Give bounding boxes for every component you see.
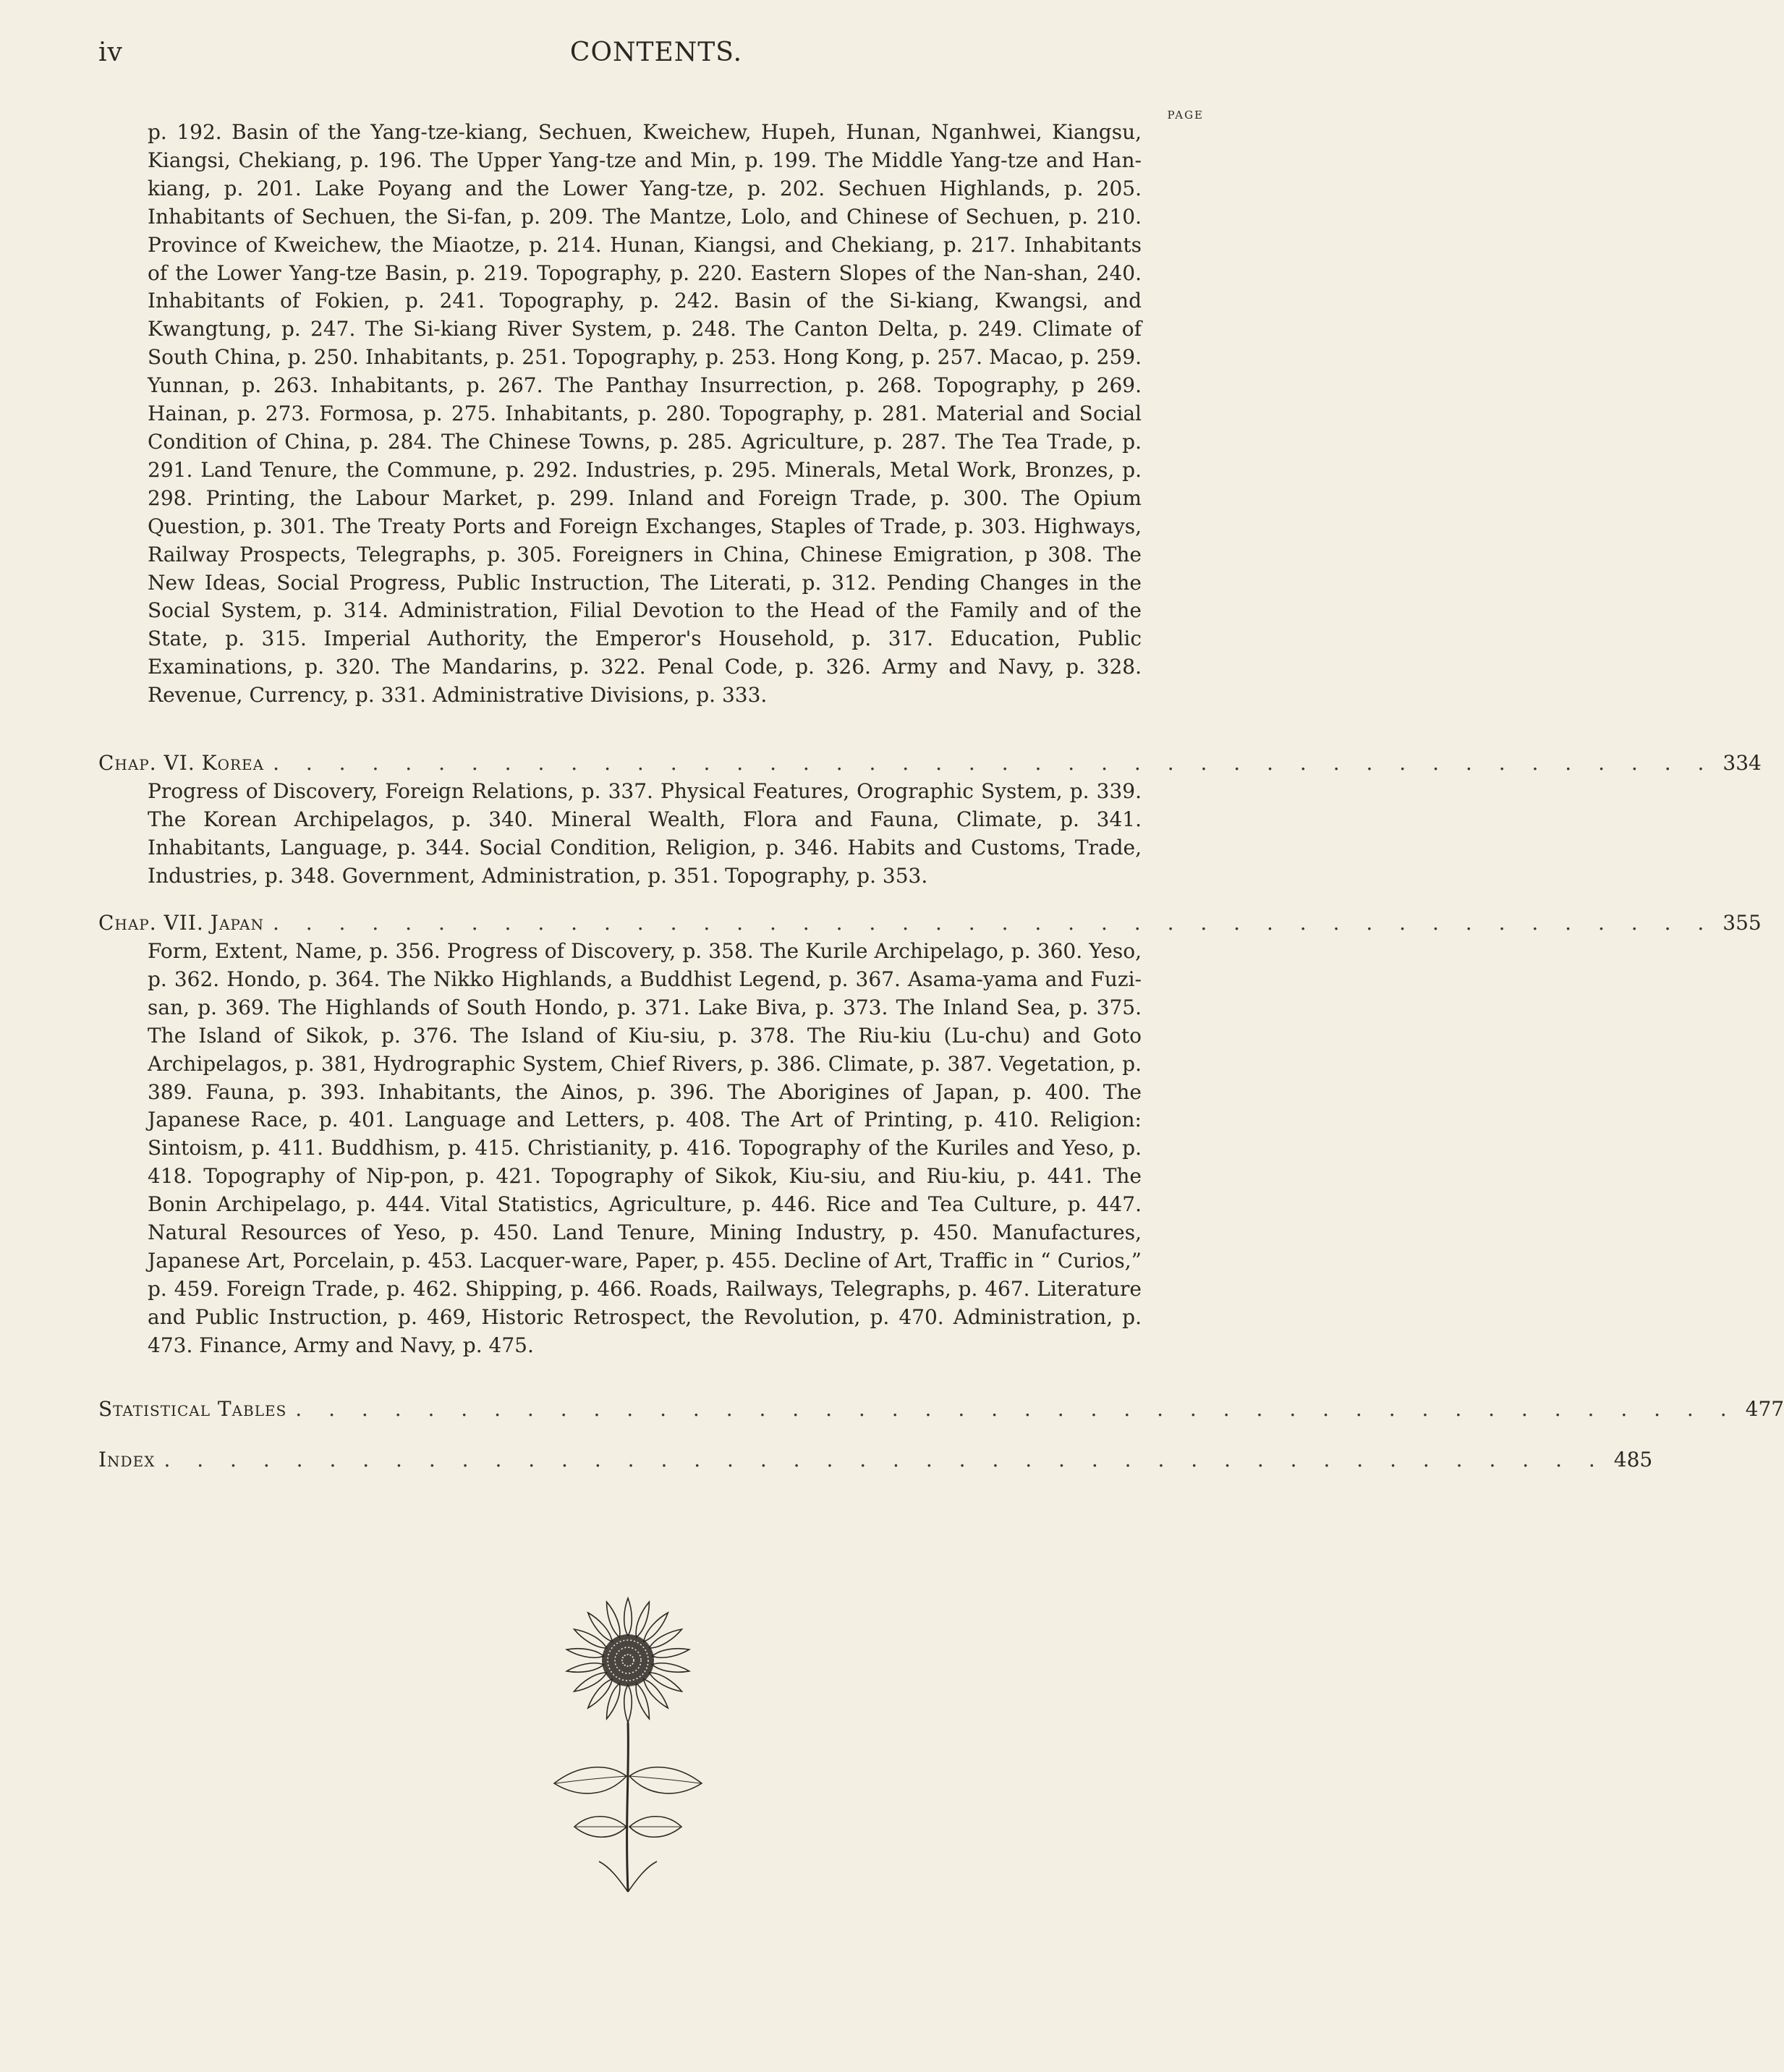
dot-leader: . . . . . . . . . . . . . . . . . . . . . . . . . . . . . . . . . . . . . . . . . . . . xyxy=(273,751,1715,775)
chapter-page-number: 334 xyxy=(1723,751,1762,775)
page-folio: iv xyxy=(98,38,123,67)
page-title: CONTENTS. xyxy=(569,38,743,67)
dot-leader: . . . . . . . . . . . . . . . . . . . . . . . . . . . . . . . . . . . . . . . . . . . . xyxy=(272,911,1715,935)
dot-leader: . . . . . . . . . . . . . . . . . . . . . . . . . . . . . . . . . . . . . . . . . . . . xyxy=(295,1397,1737,1421)
chapter-number: Chap. VII. xyxy=(98,911,204,935)
back-matter-title: Index xyxy=(98,1448,156,1472)
back-matter-page-number: 477 xyxy=(1745,1397,1784,1421)
chapter-page-number: 355 xyxy=(1723,911,1762,935)
back-matter-title: Statistical Tables xyxy=(98,1397,287,1421)
sunflower-ornament-icon xyxy=(548,1581,708,1899)
dot-leader: . . . . . . . . . . . . . . . . . . . . . . . . . . . . . . . . . . . . . . . . . . . . xyxy=(163,1448,1605,1472)
chapter-title: Korea xyxy=(201,751,265,775)
china-entries-continuation: p. 192. Basin of the Yang-tze-kiang, Sechuen, Kweichew, Hupeh, Hunan, Nganhwei, Kiangsu, Kiangsi, Chekiang, p. 196. The Upper Yang-tze and Min, p. 199. The Middle Yang-tze and Han-kiang, p. 201. Lake Poyang and the Lower Yang-tze, p. 202. Sechuen Highlands, p. 205. Inhabitants of Sechuen, the Si-fan, p. 209. The Mantze, Lolo, and Chinese of Sechuen, p. 210. Province of Kweichew, the Miaotze, p. 214. Hunan, Kiangsi, and Chekiang, p. 217. Inhabitants of the Lower Yang-tze Basin, p. 219. Topography, p. 220. Eastern Slopes of the Nan-shan, 240. Inhabitants of Fokien, p. 241. Topography, p. 242. Basin of the Si-kiang, Kwangsi, and Kwangtung, p. 247. The Si-kiang River System, p. 248. The Canton Delta, p. 249. Climate of South China, p. 250. Inhabitants, p. 251. Topography, p. 253. Hong Kong, p. 257. Macao, p. 259. Yunnan, p. 263. Inhabitants, p. 267. The Panthay Insurrection, p. 268. Topography, p 269. Hainan, p. 273. Formosa, p. 275. Inhabitants, p. 280. Topography, p. 281. Material and Social Condition of China, p. 284. The Chinese Towns, p. 285. Agriculture, p. 287. The Tea Trade, p. 291. Land Tenure, the Commune, p. 292. Industries, p. 295. Minerals, Metal Work, Bronzes, p. 298. Printing, the Labour Market, p. 299. Inland and Foreign Trade, p. 300. The Opium Question, p. 301. The Treaty Ports and Foreign Exchanges, Staples of Trade, p. 303. Highways, Railway Prospects, Telegraphs, p. 305. Foreigners in China, Chinese Emigration, p 308. The New Ideas, Social Progress, Public Instruction, The Literati, p. 312. Pending Changes in the Social System, p. 314. Administration, Filial Devotion to the Head of the Family and of the State, p. 315. Imperial Authority, the Emperor's Household, p. 317. Education, Public Examinations, p. 320. The Mandarins, p. 322. Penal Code, p. 326. Army and Navy, p. 328. Revenue, Currency, p. 331. Administrative Divisions, p. 333. xyxy=(148,120,1142,708)
toc-entry-korea[interactable] xyxy=(98,749,1762,778)
page-column-label: PAGE xyxy=(1167,109,1204,122)
toc-entry-index[interactable] xyxy=(98,1445,1653,1474)
back-matter-page-number: 485 xyxy=(1613,1448,1653,1472)
chapter-title: Japan xyxy=(210,911,264,935)
toc-entry-statistical-tables[interactable] xyxy=(98,1395,1784,1424)
japan-subentries: Form, Extent, Name, p. 356. Progress of Discovery, p. 358. The Kurile Archipelago, p. 360. Yeso, p. 362. Hondo, p. 364. The Nikko Highlands, a Buddhist Legend, p. 367. Asama-yama and Fuzi-san, p. 369. The Highlands of South Hondo, p. 371. Lake Biva, p. 373. The Inland Sea, p. 375. The Island of Sikok, p. 376. The Island of Kiu-siu, p. 378. The Riu-kiu (Lu-chu) and Goto Archipelagos, p. 381, Hydrographic System, Chief Rivers, p. 386. Climate, p. 387. Vegetation, p. 389. Fauna, p. 393. Inhabitants, the Ainos, p. 396. The Aborigines of Japan, p. 400. The Japanese Race, p. 401. Language and Letters, p. 408. The Art of Printing, p. 410. Religion: Sintoism, p. 411. Buddhism, p. 415. Christianity, p. 416. Topography of the Kuriles and Yeso, p. 418. Topography of Nip-pon, p. 421. Topography of Sikok, Kiu-siu, and Riu-kiu, p. 441. The Bonin Archipelago, p. 444. Vital Statistics, Agriculture, p. 446. Rice and Tea Culture, p. 447. Natural Resources of Yeso, p. 450. Land Tenure, Mining Industry, p. 450. Manufactures, Japanese Art, Porcelain, p. 453. Lacquer-ware, Paper, p. 455. Decline of Art, Traffic in “ Curios,” p. 459. Foreign Trade, p. 462. Shipping, p. 466. Roads, Railways, Telegraphs, p. 467. Literature and Public Instruction, p. 469, Historic Retrospect, the Revolution, p. 470. Administration, p. 473. Finance, Army and Navy, p. 475. xyxy=(148,939,1142,1357)
chapter-number: Chap. VI. xyxy=(98,751,195,775)
korea-subentries: Progress of Discovery, Foreign Relations, p. 337. Physical Features, Orographic System, p. 339. The Korean Archipelagos, p. 340. Mineral Wealth, Flora and Fauna, Climate, p. 341. Inhabitants, Language, p. 344. Social Condition, Religion, p. 346. Habits and Customs, Trade, Industries, p. 348. Government, Administration, p. 351. Topography, p. 353. xyxy=(148,779,1142,888)
toc-entry-japan[interactable] xyxy=(98,909,1762,938)
running-head xyxy=(98,38,1214,74)
